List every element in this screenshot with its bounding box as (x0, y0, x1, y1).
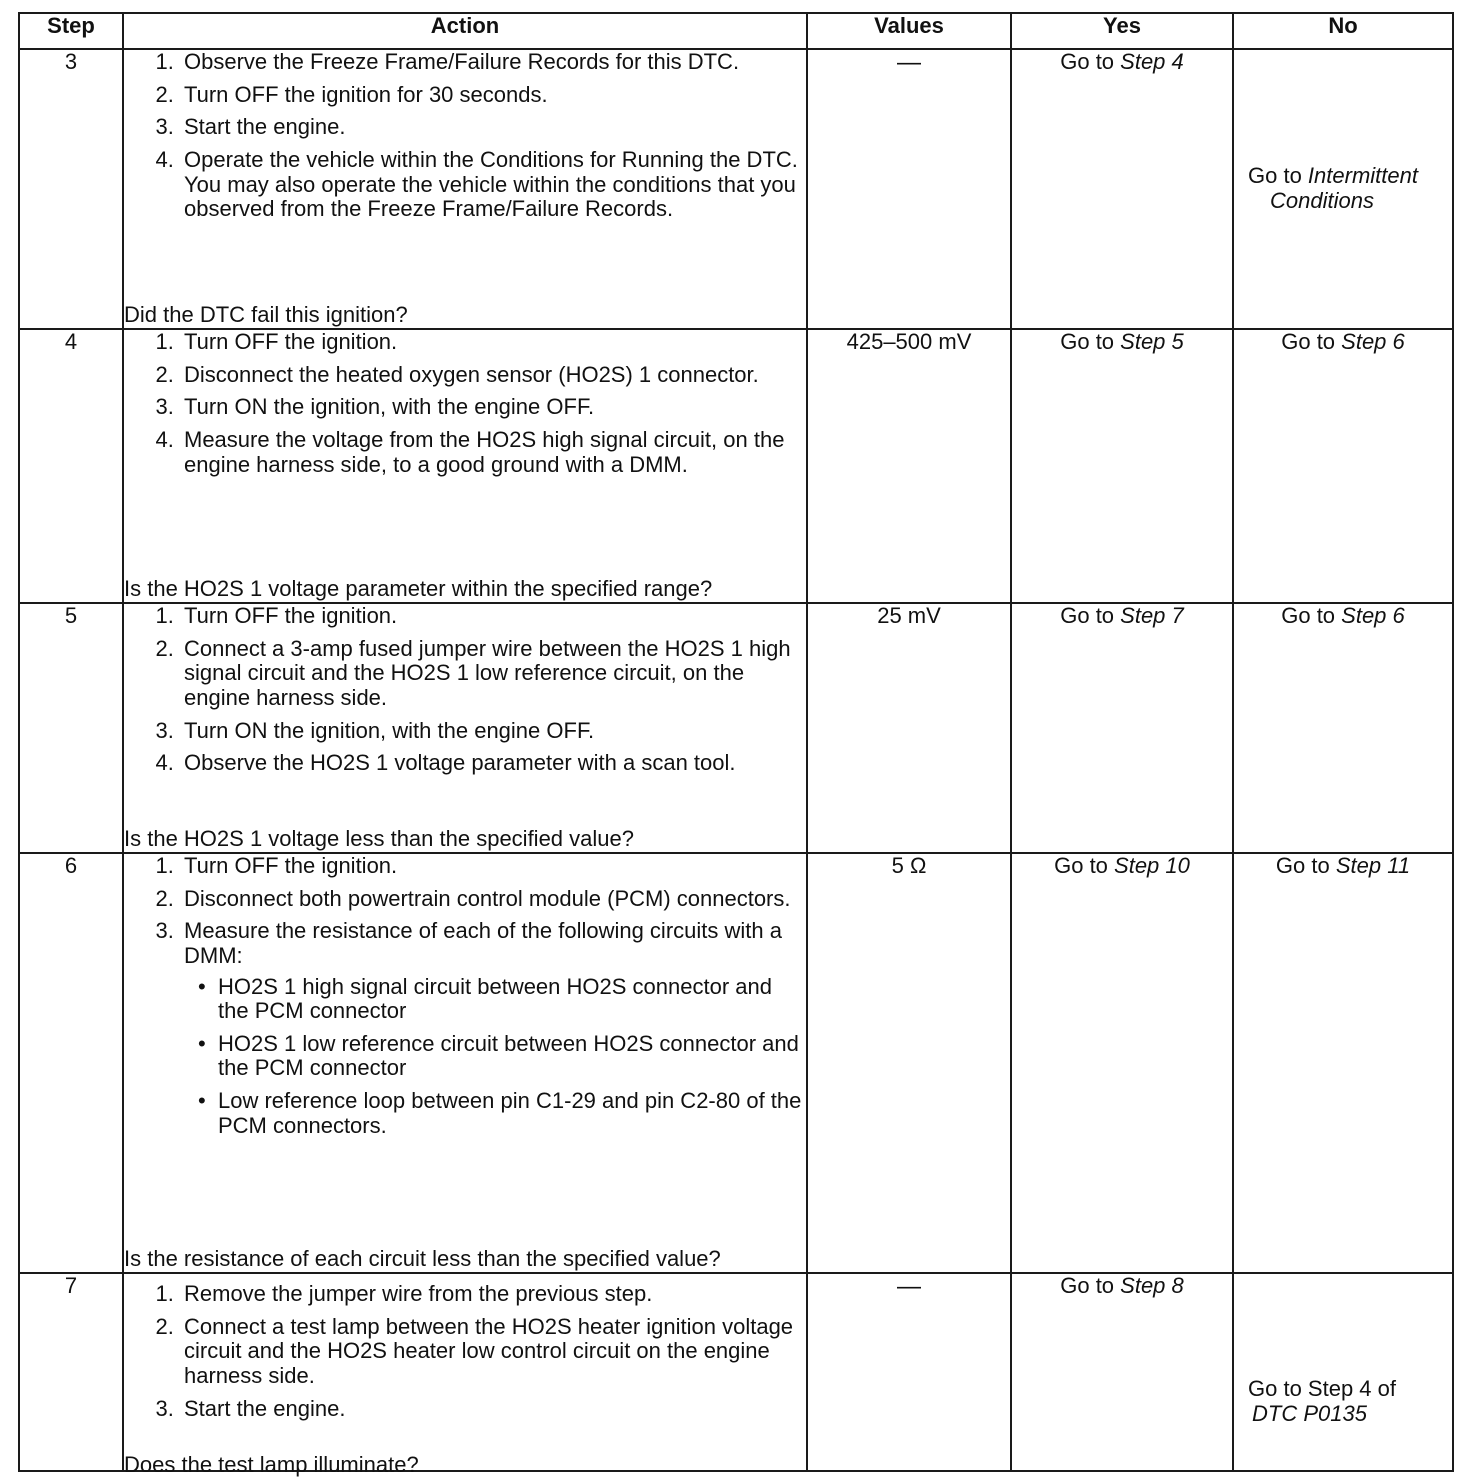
value-cell (807, 603, 1011, 853)
instruction-item: 4. Measure the voltage from the HO2S high signal circuit, on the engine harness side, to a good ground with a DMM. (180, 428, 806, 477)
yes-cell (1011, 329, 1233, 603)
goto-target: Step 5 (1120, 329, 1184, 354)
instruction-item: 2. Connect a test lamp between the HO2S heater ignition voltage circuit and the HO2S heater low control circuit on the engine harness side. (180, 1315, 806, 1389)
no-cell (1233, 603, 1453, 853)
value-text: 5 Ω (891, 853, 927, 878)
step-question: Is the HO2S 1 voltage parameter within the specified range? (124, 576, 713, 602)
goto-target: DTC P0135 (1252, 1401, 1367, 1426)
goto-prefix: Go to (1275, 853, 1336, 878)
goto-link-yes[interactable] (1060, 49, 1184, 74)
goto-target: Step 6 (1341, 603, 1405, 628)
action-cell (123, 49, 807, 329)
step-number: 7 (19, 1273, 123, 1471)
value-cell (807, 329, 1011, 603)
goto-target-continued: Conditions (1270, 188, 1374, 213)
table-row-step-5 (19, 603, 1453, 853)
action-cell (123, 1273, 807, 1478)
goto-link-no[interactable] (1248, 163, 1418, 213)
instruction-item: 3. Turn ON the ignition, with the engine OFF. (180, 395, 806, 420)
value-text: 425–500 mV (846, 329, 972, 354)
goto-link-no[interactable] (1276, 853, 1410, 878)
no-cell (1233, 853, 1453, 1273)
circuit-item: • HO2S 1 low reference circuit between HO2S connector and the PCM connector (218, 1032, 806, 1081)
goto-prefix: Go to (1060, 49, 1121, 74)
goto-prefix: Go to (1054, 853, 1115, 878)
instruction-list (124, 330, 806, 485)
value-text: 25 mV (877, 603, 941, 628)
circuit-item: • HO2S 1 high signal circuit between HO2S connector and the PCM connector (218, 975, 806, 1024)
circuit-item: • Low reference loop between pin C1-29 and pin C2-80 of the PCM connectors. (218, 1089, 806, 1138)
goto-link-yes[interactable] (1054, 853, 1190, 878)
goto-target: Step 6 (1341, 329, 1405, 354)
goto-prefix: Go to (1281, 329, 1342, 354)
action-cell (123, 329, 807, 603)
instruction-item: 1. Turn OFF the ignition. (180, 604, 806, 629)
table-row-step-4 (19, 329, 1453, 603)
step-number: 5 (19, 603, 123, 853)
goto-link-yes[interactable] (1060, 1273, 1184, 1298)
instruction-item: 1. Turn OFF the ignition. (180, 854, 806, 879)
goto-prefix: Go to (1060, 603, 1121, 628)
value-text: — (897, 1273, 921, 1300)
yes-cell (1011, 1273, 1233, 1471)
circuit-list (184, 975, 806, 1139)
value-cell (807, 853, 1011, 1273)
instruction-item: 4. Observe the HO2S 1 voltage parameter with a scan tool. (180, 751, 806, 776)
goto-link-yes[interactable] (1060, 329, 1184, 354)
instruction-item: 1. Remove the jumper wire from the previous step. (180, 1282, 806, 1307)
goto-prefix: Go to (1248, 163, 1308, 189)
header-step: Step (19, 13, 123, 49)
step-number: 4 (19, 329, 123, 603)
instruction-list (124, 604, 806, 784)
table-row-step-6 (19, 853, 1453, 1273)
no-cell (1233, 1273, 1453, 1471)
action-cell (123, 853, 807, 1273)
instruction-item: 1. Turn OFF the ignition. (180, 330, 806, 355)
step-question: Does the test lamp illuminate? (124, 1452, 419, 1478)
goto-target: Step 8 (1120, 1273, 1184, 1298)
goto-prefix: Go to (1281, 603, 1342, 628)
instruction-list (124, 1282, 806, 1429)
goto-target: Step 4 (1120, 49, 1184, 74)
instruction-item: 2. Disconnect both powertrain control module (PCM) connectors. (180, 887, 806, 912)
instruction-item: 3. Turn ON the ignition, with the engine OFF. (180, 719, 806, 744)
instruction-item: 2. Turn OFF the ignition for 30 seconds. (180, 83, 806, 108)
yes-cell (1011, 49, 1233, 329)
step-question: Is the HO2S 1 voltage less than the specified value? (124, 826, 634, 852)
instruction-item: 2. Disconnect the heated oxygen sensor (HO2S) 1 connector. (180, 363, 806, 388)
value-text: — (897, 49, 921, 76)
instruction-text: Measure the resistance of each of the following circuits with a DMM: (184, 918, 782, 968)
goto-link-no[interactable] (1281, 603, 1405, 628)
instruction-item: 3. Start the engine. (180, 1397, 806, 1422)
header-no: No (1233, 13, 1453, 49)
goto-target: Step 10 (1114, 853, 1190, 878)
header-row (19, 13, 1453, 49)
goto-target: Step 7 (1120, 603, 1184, 628)
step-question: Is the resistance of each circuit less than the specified value? (124, 1246, 721, 1272)
header-values: Values (807, 13, 1011, 49)
instruction-item: 4. Operate the vehicle within the Conditions for Running the DTC. You may also operate the vehicle within the conditions that you observed from the Freeze Frame/Failure Records. (180, 148, 806, 222)
yes-cell (1011, 603, 1233, 853)
value-cell (807, 1273, 1011, 1471)
yes-cell (1011, 853, 1233, 1273)
goto-link-no[interactable] (1248, 1376, 1396, 1426)
instruction-item: 1. Observe the Freeze Frame/Failure Records for this DTC. (180, 50, 806, 75)
goto-link-no[interactable] (1281, 329, 1405, 354)
instruction-list (124, 854, 806, 1146)
action-cell (123, 603, 807, 853)
step-number: 3 (19, 49, 123, 329)
no-cell (1233, 329, 1453, 603)
goto-prefix: Go to Step 4 of (1248, 1376, 1396, 1402)
step-question: Did the DTC fail this ignition? (124, 302, 408, 328)
table-row-step-7 (19, 1273, 1453, 1471)
goto-prefix: Go to (1060, 1273, 1121, 1298)
goto-prefix: Go to (1060, 329, 1121, 354)
step-number: 6 (19, 853, 123, 1273)
goto-target: Intermittent (1307, 163, 1418, 189)
instruction-item: 3. Start the engine. (180, 115, 806, 140)
header-yes: Yes (1011, 13, 1233, 49)
value-cell (807, 49, 1011, 329)
table-row-step-3 (19, 49, 1453, 329)
goto-link-yes[interactable] (1060, 603, 1184, 628)
header-action: Action (123, 13, 807, 49)
instruction-item: 2. Connect a 3-amp fused jumper wire between the HO2S 1 high signal circuit and the HO2S 1 low reference circuit, on the engine harness side. (180, 637, 806, 711)
instruction-list (124, 50, 806, 230)
no-cell (1233, 49, 1453, 329)
diagnostic-table (18, 12, 1454, 1478)
instruction-item (180, 919, 806, 1138)
goto-target: Step 11 (1335, 853, 1411, 878)
